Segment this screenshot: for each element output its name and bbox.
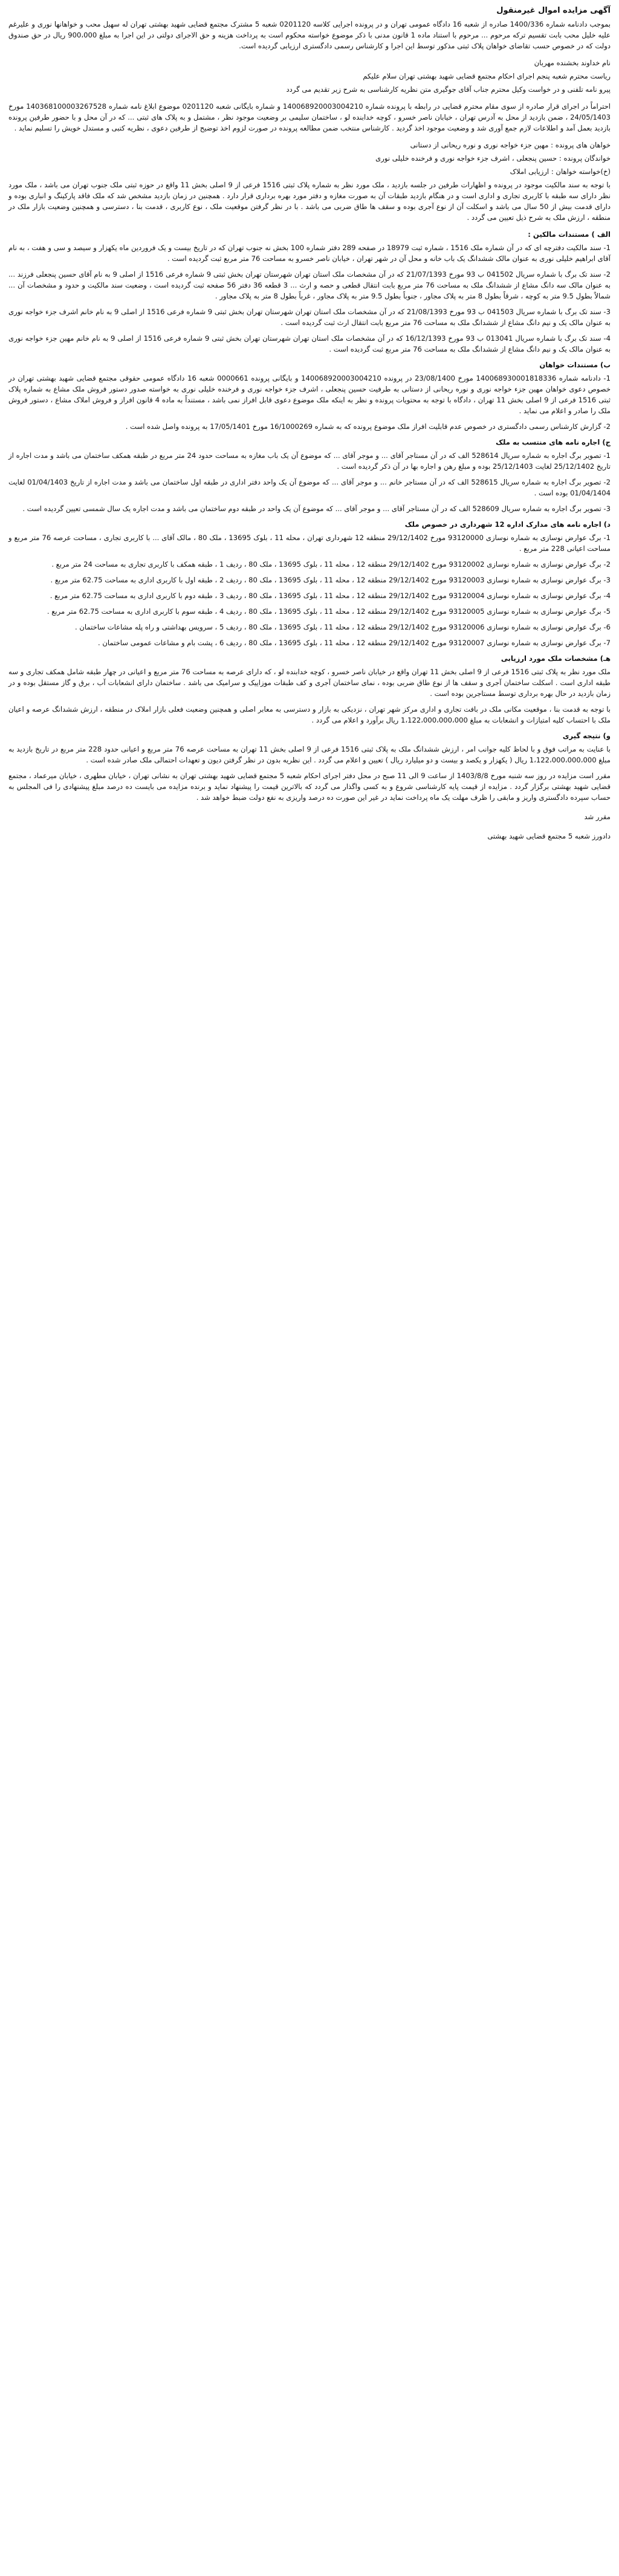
page-title: آگهی مزایده اموال غیرمنقول <box>496 6 611 15</box>
body-paragraph: (خ)خواسته خواهان : ارزیابی املاک <box>510 167 611 176</box>
section-heading: د) اجاره نامه های مدارک اداره 12 شهرداری در خصوص ملک <box>404 520 611 529</box>
list-item: 4- برگ عوارض نوسازی به شماره نوسازی 93120004 مورخ 29/12/1402 منطقه 12 ، محله 11 ، بلوک 13695 ، ملک 80 ، ردیف 3 ، طبقه دوم با کاربری اداری به مساحت 62.75 متر مربع . <box>50 591 611 600</box>
list-item: با عنایت به مراتب فوق و با لحاظ کلیه جوانب امر ، ارزش ششدانگ ملک به پلاک ثبتی 1516 فرعی از 9 اصلی بخش 11 تهران به مساحت عرصه 76 متر مربع و اعیانی حدود 228 متر مربع در تاریخ بازدید به مبلغ 1،122،000،000،000 ریال ( یکهزار و یکصد و بیست و دو میلیارد ریال ) تعیین و اعلام می گردد . این نظریه بدون در نظر گرفتن دیون و تعهدات احتمالی ملک صادر شده است . <box>8 745 611 764</box>
list-item: 7- برگ عوارض نوسازی به شماره نوسازی 93120007 مورخ 29/12/1402 منطقه 12 ، محله 11 ، بلوک 13695 ، ملک 80 ، ردیف 6 ، پشت بام و مشاعات عمومی ساختمان . <box>97 639 611 647</box>
list-item: 2- گزارش کارشناس رسمی دادگستری در خصوص عدم قابلیت افراز ملک موضوع پرونده که به شماره 16/1000269 مورخ 17/05/1401 به پرونده واصل شده است . <box>125 422 611 431</box>
list-item: 2- تصویر برگ اجاره به شماره سریال 528615 الف که در آن مستاجر خانم ... و موجر آقای ... که موضوع آن یک واحد دفتر اداری در طبقه اول ساختمان می باشد و مدت اجاره از تاریخ 01/04/1403 لغایت 01/04/1404 بوده است . <box>8 478 611 497</box>
intro-paragraph: بموجب دادنامه شماره 1400/336 صادره از شعبه 16 دادگاه عمومی تهران و در پرونده اجرایی کلاسه 0201120 شعبه 5 مشترک مجتمع قضایی شهید بهشتی تهران له سهیل محب و خواهانها نوری و علیرغم علیه خلیل محب بابت تقسیم ترکه مرحوم ... مرحوم با استناد ماده 1 قانون مدنی با ذکر موضوع خواسته محکوم است به پرداخت هزینه و حق الاجرای دولتی در این اجرا به مبلغ 900،000 ریال در حق صندوق دولت که در خصوص حسب تقاضای خواهان پلاک ثبتی مذکور توسط این اجرا و کارشناس رسمی دادگستری ارزیابی گردیده است. <box>6 20 611 50</box>
list-item: 1- تصویر برگ اجاره به شماره سریال 528614 الف که در آن مستاجر آقای ... و موجر آقای ... که موضوع آن یک باب مغازه به مساحت حدود 24 متر مربع در طبقه همکف ساختمان می باشد و مدت اجاره از تاریخ 25/12/1402 لغایت 25/12/1403 بوده و مبلغ رهن و اجاره بها در آن ذکر گردیده است . <box>8 451 611 471</box>
body-paragraph: خواندگان پرونده : حسین پنجعلی ، اشرف جزء خواجه نوری و فرخنده خلیلی نوری <box>375 154 611 163</box>
letter-line: نام خداوند بخشنده مهربان <box>534 59 611 67</box>
body-paragraph: احتراماً در اجرای قرار صادره از سوی مقام محترم قضایی در رابطه با پرونده شماره 140068920003004210 و شماره بایگانی شعبه 0201120 موضوع ابلاغ نامه شماره 140368100003267528 مورخ 24/05/1403 ، ضمن بازدید از محل به آدرس تهران ، خیابان ناصر خسرو ، کوچه خدابنده لو ، ساختمان سلیمی بر وضعیت موجود نظر ، مشتمل و به پلاک های ثبتی ... که در آن محل و با حضور طرفین پرونده بازدید بعمل آمد و اطلاعات لازم جمع آوری شد و وضعیت موجود اخذ گردید . کارشناس منتخب ضمن مطالعه پرونده در صورت لزوم اخذ توضیح از طرفین دعوی ، نظریه کتبی و مستدل خویش را تسلیم نماید . <box>6 102 611 132</box>
list-item: 6- برگ عوارض نوسازی به شماره نوسازی 93120006 مورخ 29/12/1402 منطقه 12 ، محله 11 ، بلوک 13695 ، ملک 80 ، ردیف 5 ، سرویس بهداشتی و راه پله مشاعات ساختمان . <box>75 623 611 631</box>
section-heading: ب) مستندات خواهان <box>539 361 611 369</box>
list-item: 4- سند تک برگ با شماره سریال 013041 ب 93 مورخ 16/12/1393 که در آن مشخصات ملک استان تهران شهرستان تهران بخش ثبتی 9 شماره فرعی 1516 از اصلی 9 به نام خانم مهین جزء خواجه نوری به عنوان مالک یک و نیم دانگ مشاع از ششدانگ ملک به مساحت 76 متر مربع ثبت گردیده است . <box>8 334 611 353</box>
section-heading: هـ) مشخصات ملک مورد ارزیابی <box>501 654 611 663</box>
body-paragraph: با توجه به سند مالکیت موجود در پرونده و اظهارات طرفین در جلسه بازدید ، ملک مورد نظر به شماره پلاک ثبتی 1516 فرعی از 9 اصلی بخش 11 واقع در حوزه ثبتی ملک جنوب تهران می باشد ، ملک مورد نظر دارای سه طبقه با کاربری تجاری و اداری است و در هنگام بازدید طبقات آن به صورت مغازه و دفتر مورد بهره برداری قرار دارد . همچنین در زمان بازدید مشخص شد که ملک فاقد پارکینگ و انباری بوده و دارای قدمت بیش از 50 سال می باشد و اسکلت آن از نوع آجری بوده و سقف ها طاق ضربی می باشد . با در نظر گرفتن موقعیت ملک ، نوع کاربری ، قدمت بنا ، دسترسی و همچنین وضعیت بازار ملک در منطقه ، ارزش ملک به شرح ذیل تعیین می گردد . <box>6 181 611 222</box>
list-item: 1- سند مالکیت دفترچه ای که در آن شماره ملک 1516 ، شماره ثبت 18979 در صفحه 289 دفتر شماره 100 بخش نه جنوب تهران که در تاریخ بیست و یک فروردین ماه یکهزار و سیصد و سی و هفت ، به نام آقای ابراهیم خلیلی نوری به عنوان مالک ششدانگ یک باب خانه و محل آن در شهر تهران ، خیابان ناصر خسرو به مساحت 76 متر مربع ثبت گردیده است . <box>8 243 611 263</box>
list-item: مقرر است مزایده در روز سه شنبه مورخ 1403/8/8 از ساعت 9 الی 11 صبح در محل دفتر اجرای احکام شعبه 5 مجتمع قضایی شهید بهشتی تهران به نشانی تهران ، خیابان مطهری ، خیابان میرعماد ، مجتمع قضایی شهید بهشتی برگزار گردد . مزایده از قیمت پایه کارشناسی شروع و به کسی واگذار می گردد که بالاترین قیمت را پیشنهاد نماید و برنده مزایده می بایست ده درصد مبلغ پیشنهادی را فی المجلس به حساب سپرده دادگستری واریز و مابقی را ظرف مهلت یک ماه پرداخت نماید در غیر این صورت ده درصد واریزی به نفع دولت ضبط خواهد شد . <box>8 771 611 802</box>
list-item: 5- برگ عوارض نوسازی به شماره نوسازی 93120005 مورخ 29/12/1402 منطقه 12 ، محله 11 ، بلوک 13695 ، ملک 80 ، ردیف 4 ، طبقه سوم با کاربری اداری به مساحت 62.75 متر مربع . <box>47 607 611 616</box>
section-heading: و) نتیجه گیری <box>562 732 611 740</box>
list-item: 1- برگ عوارض نوسازی به شماره نوسازی 93120000 مورخ 29/12/1402 منطقه 12 شهرداری تهران ، محله 11 ، بلوک 13695 ، ملک 80 ، مالک آقای ... با کاربری تجاری ، مساحت عرصه 76 متر مربع و مساحت اعیانی 228 متر مربع . <box>8 533 611 553</box>
signature-line: دادورز شعبه 5 مجتمع قضایی شهید بهشتی <box>487 832 611 840</box>
letter-line: ریاست محترم شعبه پنجم اجرای احکام مجتمع قضایی شهید بهشتی تهران سلام علیکم <box>363 72 611 80</box>
letter-line: پیرو نامه تلفنی و در خواست وکیل محترم جناب آقای جوگیری متن نظریه کارشناسی به شرح زیر تقدیم می گردد <box>286 85 611 94</box>
list-item: ملک مورد نظر به پلاک ثبتی 1516 فرعی از 9 اصلی بخش 11 تهران واقع در خیابان ناصر خسرو ، کوچه خدابنده لو ، که دارای عرصه به مساحت 76 متر مربع و اعیانی در چهار طبقه شامل همکف تجاری و سه طبقه اداری است . اسکلت ساختمان آجری و سقف ها از نوع طاق ضربی بوده ، نمای ساختمان آجری و کف طبقات موزاییک و سرامیک می باشد . ساختمان دارای انشعابات آب ، برق و گاز مستقل بوده و در زمان بازدید در حال بهره برداری توسط مستاجرین بوده است . <box>8 668 611 698</box>
body-paragraph: خواهان های پرونده : مهین جزء خواجه نوری و نوره ریحانی از دستانی <box>410 141 611 149</box>
list-item: 3- برگ عوارض نوسازی به شماره نوسازی 93120003 مورخ 29/12/1402 منطقه 12 ، محله 11 ، بلوک 13695 ، ملک 80 ، ردیف 2 ، طبقه اول با کاربری اداری به مساحت 62.75 متر مربع . <box>50 576 611 584</box>
signature-line: مقرر شد <box>584 813 611 821</box>
list-item: 1- دادنامه شماره 140068930001818336 مورخ 23/08/1400 در پرونده 140068920003004210 و بایگانی پرونده 0000661 شعبه 16 دادگاه عمومی حقوقی مجتمع قضایی شهید بهشتی تهران در خصوص دعوی خواهان مهین جزء خواجه نوری و نوره ریحانی از دستانی به طرفیت حسین پنجعلی ، اشرف جزء خواجه نوری و فرخنده خلیلی نوری به خواسته صدور دستور فروش ملک مشاع به شماره پلاک ثبتی 1516 فرعی از 9 اصلی بخش 11 تهران ، دادگاه با توجه به محتویات پرونده و نظر به اینکه ملک موضوع دعوی قابل افراز نمی باشد ، مستنداً به ماده 4 قانون افراز و فروش املاک مشاع ، دستور فروش ملک را صادر و اعلام می نماید . <box>8 374 611 415</box>
section-heading: الف ) مستندات مالکین : <box>528 230 611 239</box>
section-heading: ج) اجاره نامه های منتسب به ملک <box>496 438 611 446</box>
list-item: با توجه به قدمت بنا ، موقعیت مکانی ملک در بافت تجاری و اداری مرکز شهر تهران ، نزدیکی به بازار و دسترسی به معابر اصلی و همچنین وضعیت فعلی بازار املاک در منطقه ، ارزش ششدانگ عرصه و اعیان ملک با احتساب کلیه امتیازات و انشعابات به مبلغ 1،122،000،000،000 ریال برآورد و اعلام می گردد . <box>8 705 611 724</box>
list-item: 2- برگ عوارض نوسازی به شماره نوسازی 93120002 مورخ 29/12/1402 منطقه 12 ، محله 11 ، بلوک 13695 ، ملک 80 ، ردیف 1 ، طبقه همکف با کاربری تجاری به مساحت 24 متر مربع . <box>51 560 611 568</box>
list-item: 3- تصویر برگ اجاره به شماره سریال 528609 الف که در آن مستاجر آقای ... و موجر آقای ... که موضوع آن یک واحد در طبقه دوم ساختمان می باشد و مدت اجاره یک سال شمسی تعیین گردیده است . <box>22 504 611 513</box>
list-item: 2- سند تک برگ با شماره سریال 041502 ب 93 مورخ 21/07/1393 که در آن مشخصات ملک استان تهران شهرستان تهران بخش ثبتی 9 شماره فرعی 1516 از اصلی 9 به نام آقای حسین پنجعلی فرزند ... به عنوان مالک سه دانگ مشاع از ششدانگ ملک به مساحت 76 متر مربع بابت انتقال قطعی و حصه و ارث ... 3 قطعه 36 دفتر 56 صفحه ثبت گردیده است ، وضعیت سند مالکیت و حدود و مشخصات آن ... شمالاً بطول 9.5 متر به کوچه ، شرقاً بطول 8 متر به پلاک مجاور ، جنوباً بطول 9.5 متر به پلاک مجاور ، غرباً بطول 8 متر به پلاک مجاور . <box>8 270 611 300</box>
list-item: 3- سند تک برگ با شماره سریال 041503 ب 93 مورخ 21/08/1393 که در آن مشخصات ملک استان تهران شهرستان تهران بخش ثبتی 9 شماره فرعی 1516 از اصلی 9 به نام خانم اشرف جزء خواجه نوری به عنوان مالک یک و نیم دانگ مشاع از ششدانگ ملک به مساحت 76 متر مربع بابت انتقال ارث ثبت گردیده است . <box>8 308 611 327</box>
